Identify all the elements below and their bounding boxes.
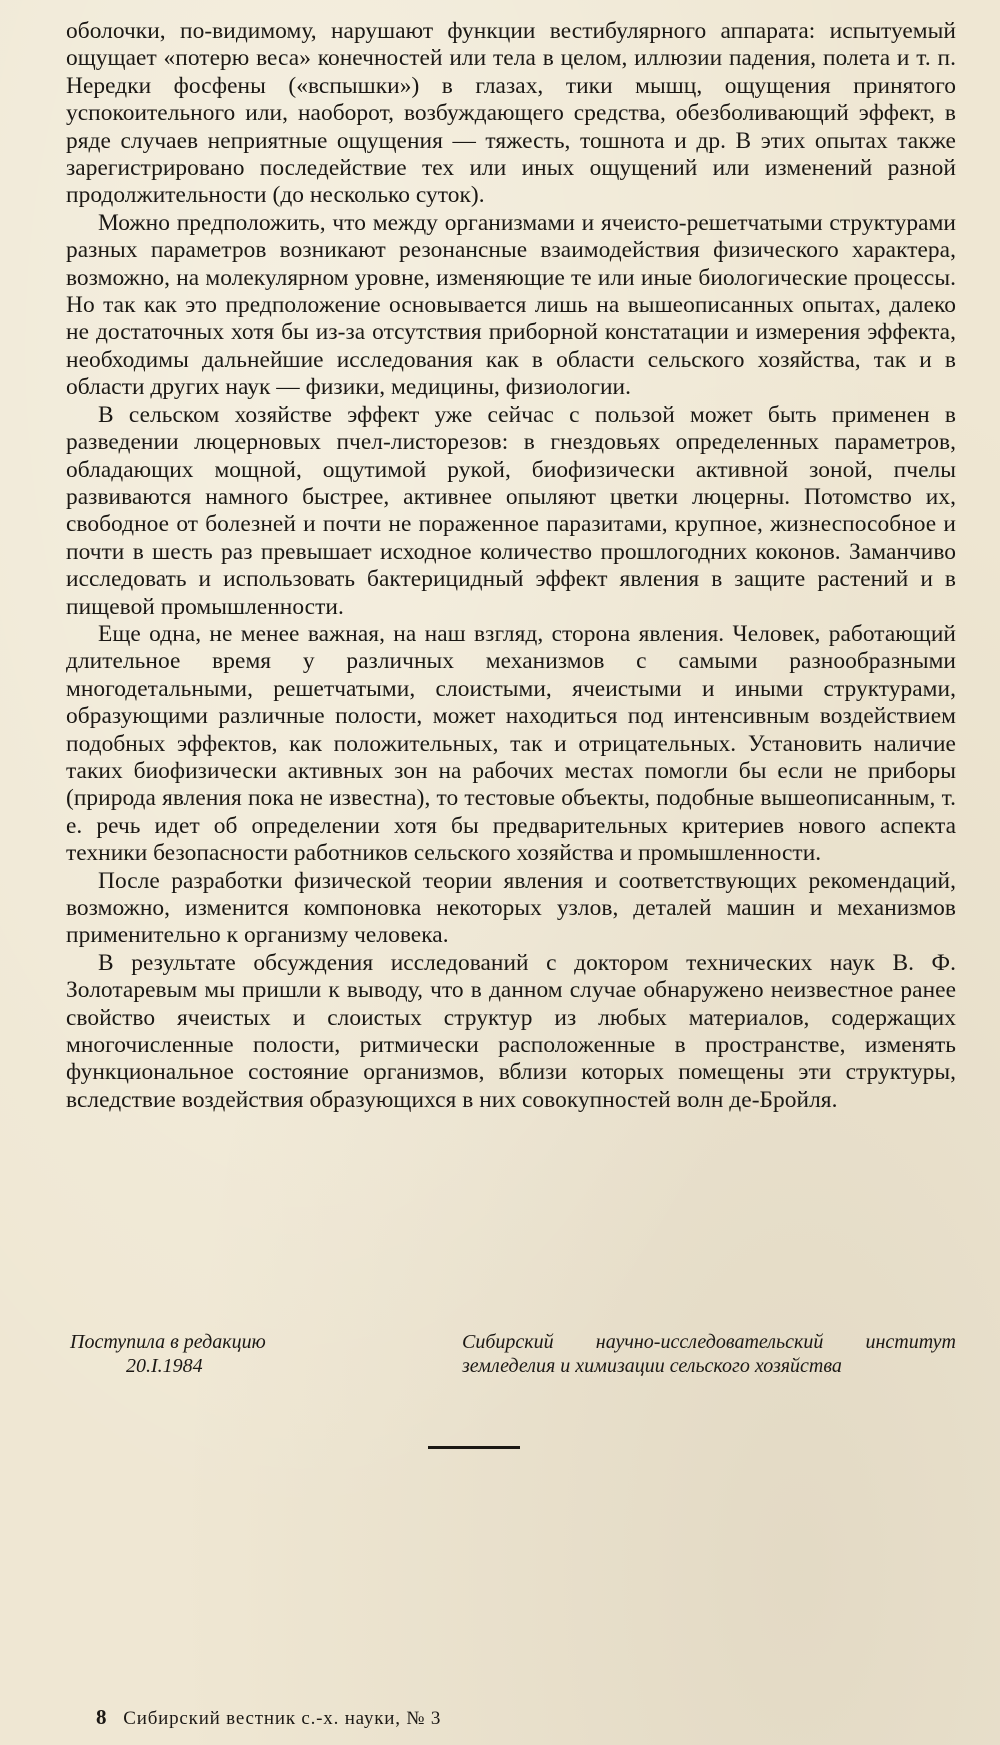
paragraph-1: оболочки, по-видимому, нарушают функции вестибулярного аппарата: испытуемый ощущает «потерю веса» конечностей или тела в целом, иллюзии падения, полета и т. п. Нередки фосфены («вспышки») в глазах, тики мышц, ощущения принятого успокоительного или, наоборот, возбуждающего средства, обезболивающий эффект, в ряде случаев неприятные ощущения — тяжесть, тошнота и др. В этих опытах также зарегистрировано последействие тех или иных ощущений или изменений разной продолжительности (до несколько суток). <box>66 18 956 209</box>
received-note <box>70 1330 370 1378</box>
page-number: 8 <box>96 1705 107 1729</box>
page-footer <box>96 1706 441 1730</box>
paragraph-3: В сельском хозяйстве эффект уже сейчас с пользой может быть применен в разведении люцерновых пчел-листорезов: в гнездовьях определенных параметров, обладающих мощной, ощутимой рукой, биофизически активной зоной, пчелы развиваются намного быстрее, активнее опыляют цветки люцерны. Потомство их, свободное от болезней и почти не пораженное паразитами, крупное, жизнеспособное и почти в шесть раз превышает исходное количество прошлогодних коконов. Заманчиво исследовать и использовать бактерицидный эффект явления в защите растений и в пищевой промышленности. <box>66 401 956 620</box>
institution-name: Сибирский научно-исследовательский институт земледелия и химизации сельского хозяйства <box>462 1331 956 1377</box>
paragraph-4: Еще одна, не менее важная, на наш взгляд, сторона явления. Человек, работающий длительное время у различных механизмов с самыми разнообразными многодетальными, решетчатыми, слоистыми, ячеистыми и иными структурами, образующими различные полости, может находиться под интенсивным воздействием подобных эффектов, как положительных, так и отрицательных. Установить наличие таких биофизически активных зон на рабочих местах помогли бы если не приборы (природа явления пока не известна), то тестовые объекты, подобные вышеописанным, т. е. речь идет об определении хотя бы предварительных критериев нового аспекта техники безопасности работников сельского хозяйства и промышленности. <box>66 620 956 867</box>
section-divider <box>428 1446 520 1449</box>
paragraph-6: В результате обсуждения исследований с доктором технических наук В. Ф. Золотаревым мы пришли к выводу, что в данном случае обнаружено неизвестное ранее свойство ячеистых и слоистых структур из любых материалов, содержащих многочисленные полости, ритмически расположенные в пространстве, изменять функциональное состояние организмов, вблизи которых помещены эти структуры, вследствие воздействия образующихся в них совокупностей волн де-Бройля. <box>66 949 956 1113</box>
article-body <box>66 18 956 1114</box>
journal-title: Сибирский вестник с.-х. науки, № 3 <box>123 1708 442 1729</box>
paragraph-2: Можно предположить, что между организмами и ячеисто-решетчатыми структурами разных параметров возникают резонансные взаимодействия физического характера, возможно, на молекулярном уровне, изменяющие те или иные биологические процессы. Но так как это предположение основывается лишь на вышеописанных опытах, далеко не достаточных хотя бы из-за отсутствия приборной констатации и измерения эффекта, необходимы дальнейшие исследования как в области сельского хозяйства, так и в области других наук — физики, медицины, физиологии. <box>66 209 956 401</box>
received-label: Поступила в редакцию <box>70 1331 266 1353</box>
paragraph-5: После разработки физической теории явления и соответствующих рекомендаций, возможно, изменится компоновка некоторых узлов, деталей машин и механизмов применительно к организму человека. <box>66 867 956 949</box>
received-date: 20.I.1984 <box>126 1355 203 1377</box>
